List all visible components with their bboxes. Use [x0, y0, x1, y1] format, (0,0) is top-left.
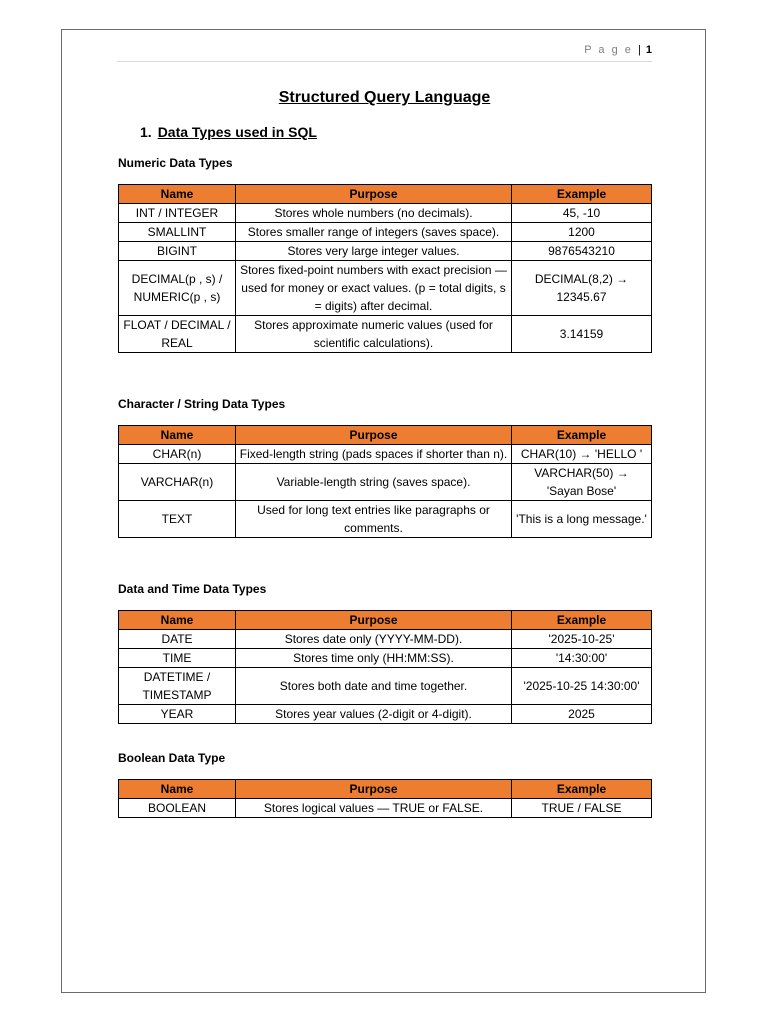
- cell-name: DATE: [119, 630, 236, 649]
- cell-name: TEXT: [119, 501, 236, 538]
- table-row: [119, 668, 652, 705]
- page-header: [117, 44, 652, 62]
- datetime-table: [118, 610, 652, 724]
- cell-purpose: Stores year values (2-digit or 4-digit).: [236, 705, 512, 724]
- cell-purpose: Stores date only (YYYY-MM-DD).: [236, 630, 512, 649]
- cell-example: 3.14159: [512, 316, 652, 353]
- cell-purpose: Stores whole numbers (no decimals).: [236, 204, 512, 223]
- datetime-heading: Data and Time Data Types: [118, 582, 267, 596]
- cell-name: SMALLINT: [119, 223, 236, 242]
- cell-purpose: Stores fixed-point numbers with exact precision — used for money or exact values. (p = total digits, s = digits) after decimal.: [236, 261, 512, 316]
- cell-example: 1200: [512, 223, 652, 242]
- page-separator: |: [637, 44, 641, 56]
- section-title: Data Types used in SQL: [157, 124, 317, 140]
- table-header-row: [119, 611, 652, 630]
- page-number: 1: [645, 44, 652, 56]
- column-header-example: Example: [512, 611, 652, 630]
- cell-example: DECIMAL(8,2) → 12345.67: [512, 261, 652, 316]
- cell-name: DATETIME / TIMESTAMP: [119, 668, 236, 705]
- cell-name: FLOAT / DECIMAL / REAL: [119, 316, 236, 353]
- numeric-table: [118, 184, 652, 353]
- document-page: [61, 29, 706, 993]
- column-header-name: Name: [119, 185, 236, 204]
- cell-purpose: Stores time only (HH:MM:SS).: [236, 649, 512, 668]
- column-header-purpose: Purpose: [236, 426, 512, 445]
- table-row: [119, 501, 652, 538]
- table-row: [119, 242, 652, 261]
- cell-name: BIGINT: [119, 242, 236, 261]
- column-header-example: Example: [512, 780, 652, 799]
- cell-example: 9876543210: [512, 242, 652, 261]
- cell-example: TRUE / FALSE: [512, 799, 652, 818]
- cell-example: '2025-10-25': [512, 630, 652, 649]
- table-row: [119, 316, 652, 353]
- cell-name: BOOLEAN: [119, 799, 236, 818]
- column-header-example: Example: [512, 426, 652, 445]
- character-table: [118, 425, 652, 538]
- table-row: [119, 630, 652, 649]
- table-row: [119, 204, 652, 223]
- table-header-row: [119, 780, 652, 799]
- boolean-heading: Boolean Data Type: [118, 751, 226, 765]
- column-header-purpose: Purpose: [236, 780, 512, 799]
- column-header-name: Name: [119, 611, 236, 630]
- table-row: [119, 261, 652, 316]
- cell-name: CHAR(n): [119, 445, 236, 464]
- numeric-heading: Numeric Data Types: [118, 156, 233, 170]
- cell-purpose: Stores approximate numeric values (used for scientific calculations).: [236, 316, 512, 353]
- cell-name: YEAR: [119, 705, 236, 724]
- document-title: Structured Query Language: [278, 89, 491, 106]
- column-header-name: Name: [119, 780, 236, 799]
- cell-purpose: Stores smaller range of integers (saves space).: [236, 223, 512, 242]
- cell-purpose: Used for long text entries like paragraphs or comments.: [236, 501, 512, 538]
- cell-name: INT / INTEGER: [119, 204, 236, 223]
- table-row: [119, 649, 652, 668]
- table-row: [119, 223, 652, 242]
- section-number: 1.: [140, 124, 152, 140]
- table-row: [119, 464, 652, 501]
- table-row: [119, 799, 652, 818]
- cell-purpose: Fixed-length string (pads spaces if shorter than n).: [236, 445, 512, 464]
- page-label: P a g e: [584, 44, 633, 56]
- column-header-purpose: Purpose: [236, 611, 512, 630]
- cell-purpose: Stores both date and time together.: [236, 668, 512, 705]
- column-header-example: Example: [512, 185, 652, 204]
- section-heading: [140, 124, 317, 140]
- cell-example: 45, -10: [512, 204, 652, 223]
- cell-purpose: Stores very large integer values.: [236, 242, 512, 261]
- column-header-purpose: Purpose: [236, 185, 512, 204]
- table-row: [119, 445, 652, 464]
- cell-example: VARCHAR(50) → 'Sayan Bose': [512, 464, 652, 501]
- column-header-name: Name: [119, 426, 236, 445]
- boolean-table: [118, 779, 652, 818]
- cell-purpose: Stores logical values — TRUE or FALSE.: [236, 799, 512, 818]
- cell-example: 'This is a long message.': [512, 501, 652, 538]
- table-header-row: [119, 426, 652, 445]
- table-row: [119, 705, 652, 724]
- cell-name: DECIMAL(p , s) / NUMERIC(p , s): [119, 261, 236, 316]
- cell-example: 2025: [512, 705, 652, 724]
- cell-name: VARCHAR(n): [119, 464, 236, 501]
- cell-example: CHAR(10) → 'HELLO ': [512, 445, 652, 464]
- character-heading: Character / String Data Types: [118, 397, 286, 411]
- cell-purpose: Variable-length string (saves space).: [236, 464, 512, 501]
- cell-name: TIME: [119, 649, 236, 668]
- cell-example: '2025-10-25 14:30:00': [512, 668, 652, 705]
- table-header-row: [119, 185, 652, 204]
- cell-example: '14:30:00': [512, 649, 652, 668]
